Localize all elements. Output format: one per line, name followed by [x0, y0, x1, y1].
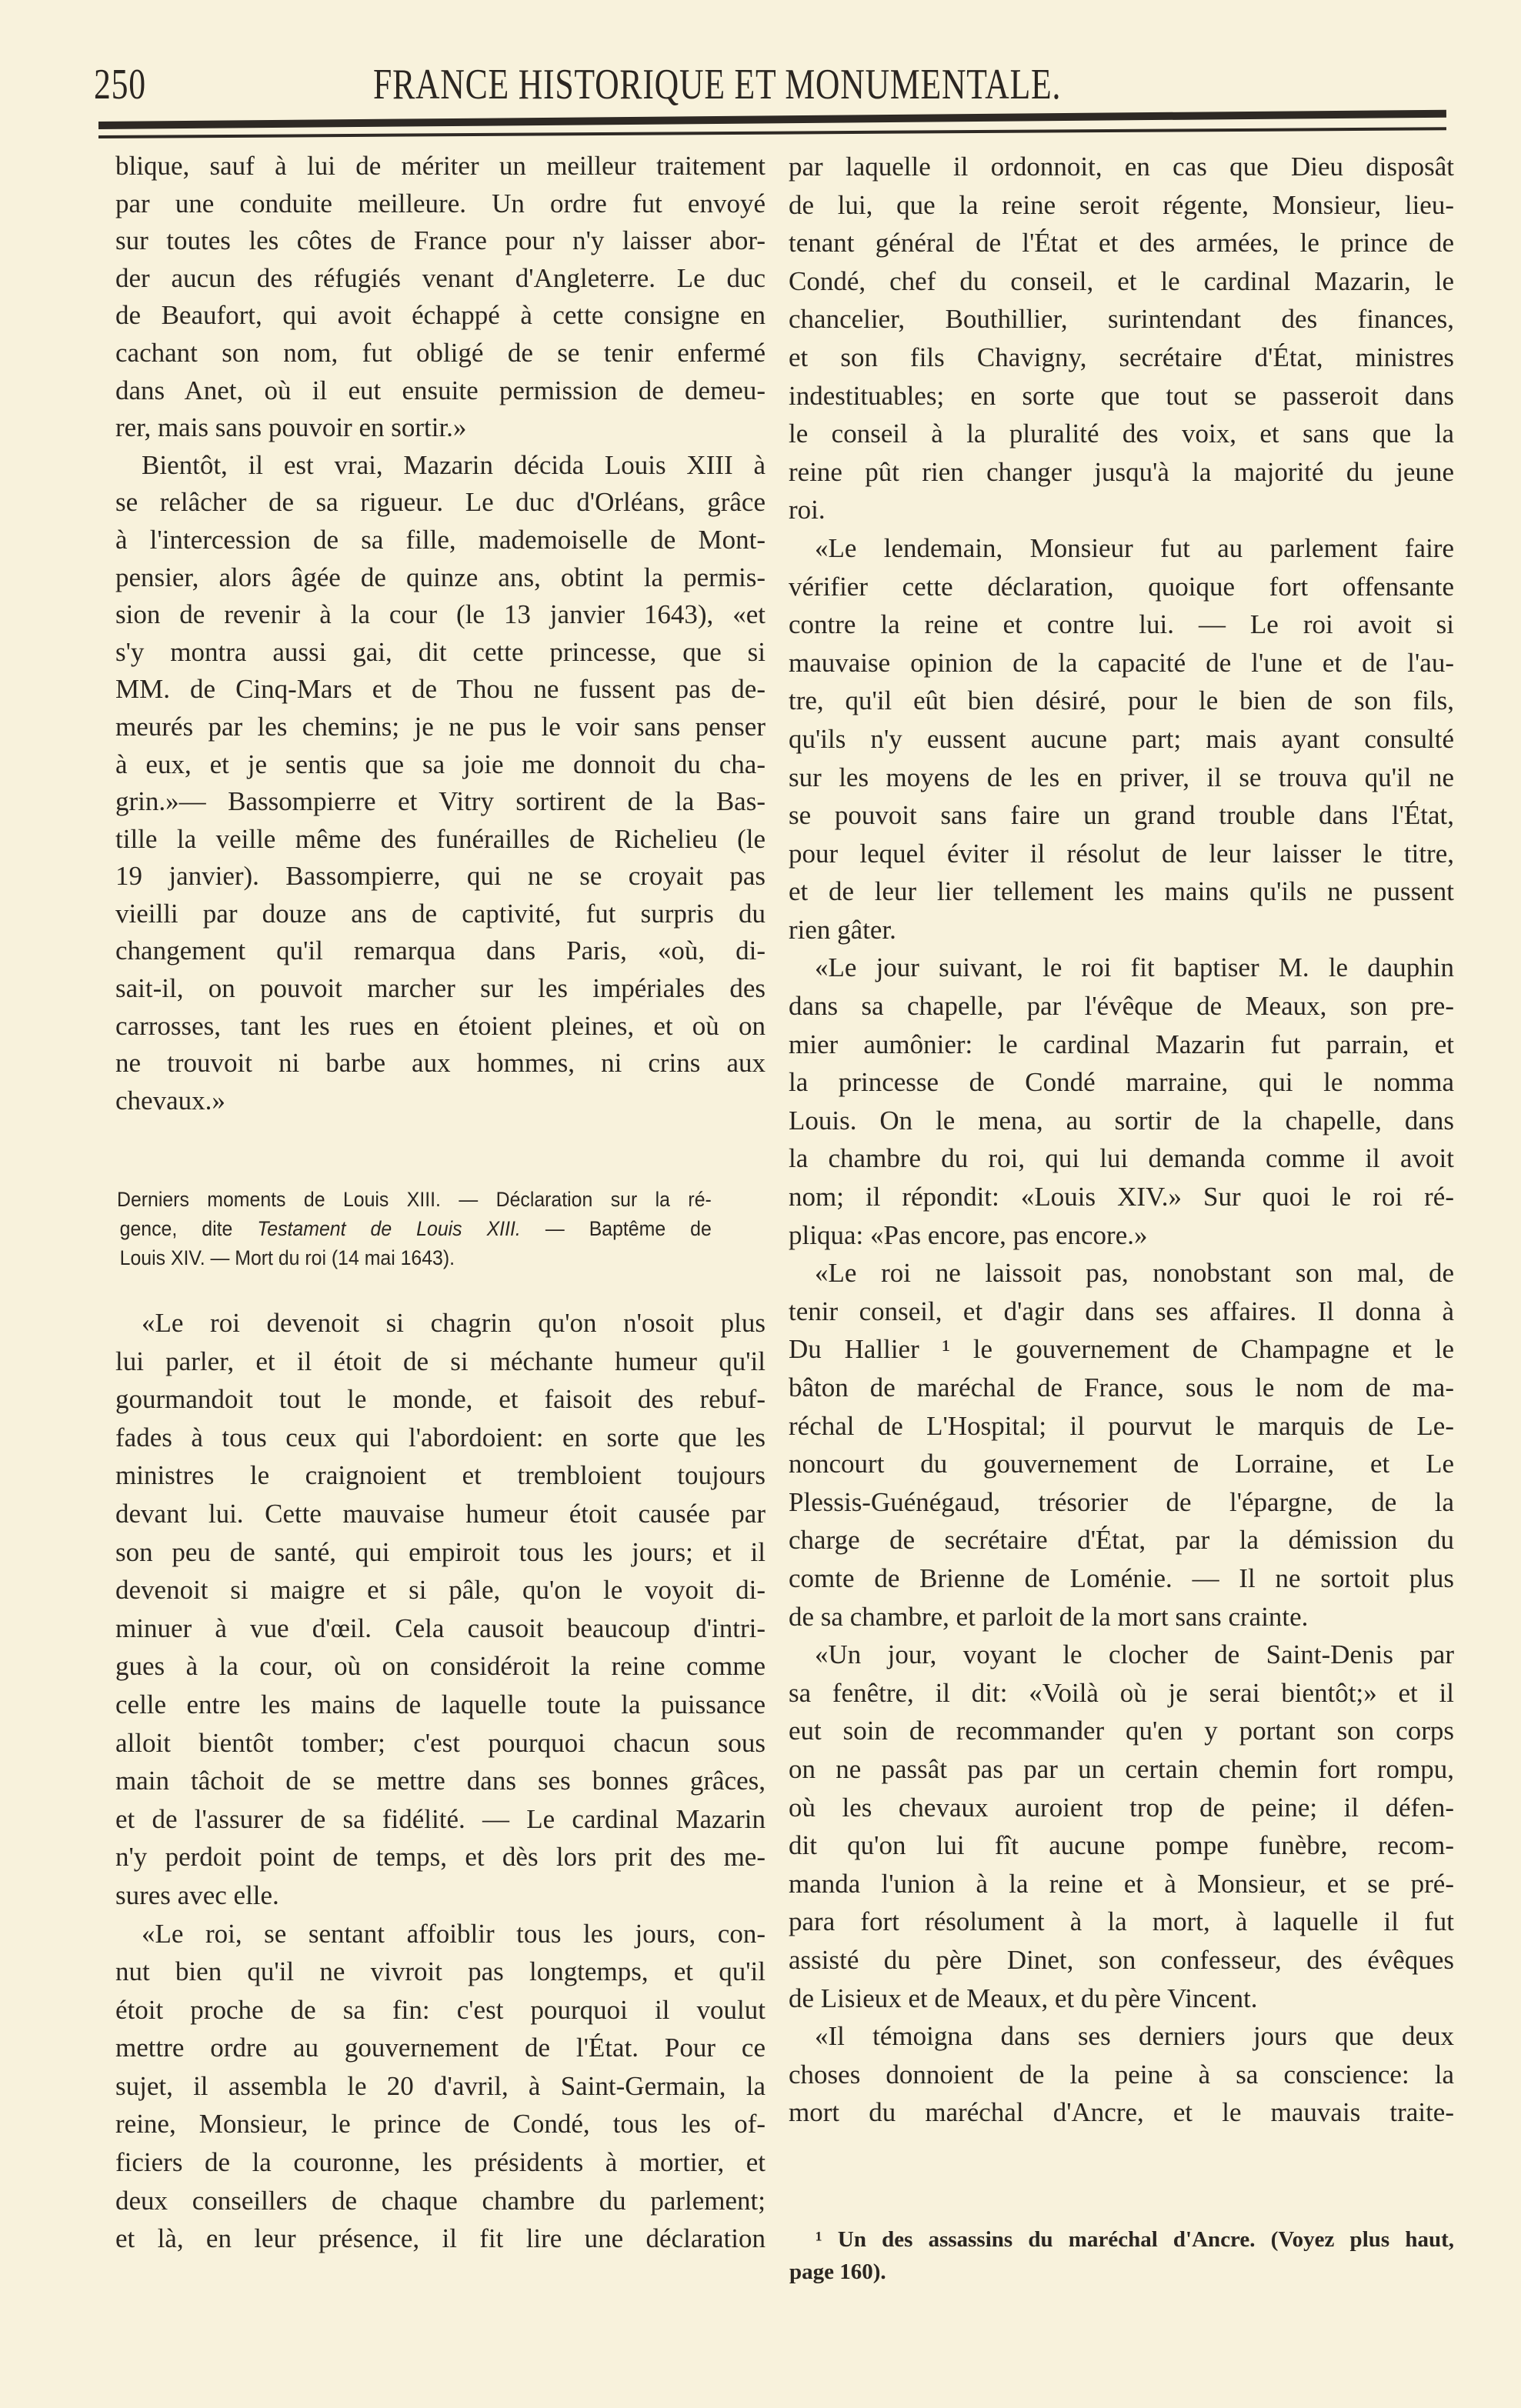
- text-line: sait-il, on pouvoit marcher sur les impériales des: [115, 973, 766, 1004]
- text-line: et de leur lier tellement les mains qu'ils ne pussent: [789, 876, 1454, 907]
- footnote: [789, 2223, 1454, 2288]
- text-line: chevaux.»: [115, 1085, 225, 1116]
- text-line: son peu de santé, qui empiroit tous les jours; et il: [115, 1536, 766, 1567]
- text-line: gues à la cour, où on considéroit la reine comme: [115, 1651, 766, 1682]
- text-line: assisté du père Dinet, son confesseur, des évêques: [789, 1944, 1454, 1975]
- left-column-bottom: [115, 1304, 766, 2258]
- text-line: sujet, il assembla le 20 d'avril, à Saint-Germain, la: [115, 2070, 766, 2101]
- text-line: noncourt du gouvernement de Lorraine, et Le: [789, 1449, 1454, 1479]
- paragraph: [115, 447, 766, 1120]
- text-line: pour lequel éviter il résolut de leur laisser le titre,: [789, 838, 1454, 869]
- text-line: étoit proche de sa fin: c'est pourquoi il voulut: [115, 1994, 766, 2025]
- text-line: chancelier, Bouthillier, surintendant des finances,: [789, 304, 1454, 335]
- text-line: cachant son nom, fut obligé de se tenir enfermé: [115, 337, 766, 368]
- text-line: de Lisieux et de Meaux, et du père Vincent.: [789, 1983, 1258, 2013]
- text-line: grin.»— Bassompierre et Vitry sortirent de la Bas-: [115, 786, 766, 817]
- text-line: reine pût rien changer jusqu'à la majorité du jeune: [789, 456, 1454, 487]
- text-line: par laquelle il ordonnoit, en cas que Dieu disposât: [789, 152, 1454, 182]
- running-title: FRANCE HISTORIQUE ET MONUMENTALE.: [373, 61, 1062, 108]
- paragraph: [789, 148, 1454, 529]
- text-line: «Le roi devenoit si chagrin qu'on n'osoit plus: [142, 1308, 766, 1338]
- text-line: «Un jour, voyant le clocher de Saint-Denis par: [815, 1639, 1454, 1670]
- text-line: «Le jour suivant, le roi fit baptiser M. le dauphin: [815, 952, 1454, 983]
- text-line: tenir conseil, et d'agir dans ses affaires. Il donna à: [789, 1296, 1454, 1326]
- text-line: pliqua: «Pas encore, pas encore.»: [789, 1219, 1148, 1250]
- text-line: blique, sauf à lui de mériter un meilleur traitement: [115, 151, 766, 181]
- text-line: roi.: [789, 495, 826, 525]
- text-line: devant lui. Cette mauvaise humeur étoit causée par: [115, 1498, 766, 1529]
- section-summary-caption: [117, 1185, 712, 1272]
- left-column-top: [115, 148, 766, 1119]
- text-line: 19 janvier). Bassompierre, qui ne se croyait pas: [115, 861, 766, 892]
- text-line: vieilli par douze ans de captivité, fut surpris du: [115, 898, 766, 929]
- text-line: eut soin de recommander qu'en y portant son corps: [789, 1716, 1454, 1746]
- text-line: pensier, alors âgée de quinze ans, obtint la permis-: [115, 562, 766, 592]
- text-line: ne trouvoit ni barbe aux hommes, ni crins aux: [115, 1048, 766, 1079]
- text-line: sures avec elle.: [115, 1879, 279, 1910]
- text-line: n'y perdoit point de temps, et dès lors prit des me-: [115, 1842, 766, 1873]
- text-line: la princesse de Condé marraine, qui le nomma: [789, 1067, 1454, 1098]
- text-line: nut bien qu'il ne vivroit pas longtemps, et qu'il: [115, 1956, 766, 1987]
- text-line: comte de Brienne de Loménie. — Il ne sortoit plus: [789, 1563, 1454, 1593]
- text-line: alloit bientôt tomber; c'est pourquoi chacun sous: [115, 1727, 766, 1758]
- text-line: choses donnoient de la peine à sa conscience: la: [789, 2059, 1454, 2089]
- text-line: Du Hallier ¹ le gouvernement de Champagne et le: [789, 1334, 1454, 1365]
- text-line: minuer à vue d'œil. Cela causoit beaucoup d'intri-: [115, 1613, 766, 1643]
- text-line: «Le roi, se sentant affoiblir tous les jours, con-: [142, 1918, 766, 1949]
- text-line: rien gâter.: [789, 914, 896, 945]
- text-line: meurés par les chemins; je ne pus le voir sans penser: [115, 711, 766, 742]
- text-line: devenoit si maigre et si pâle, qu'on le voyoit di-: [115, 1575, 766, 1606]
- text-line: ministres le craignoient et trembloient toujours: [115, 1460, 766, 1491]
- text-line: nom; il répondit: «Louis XIV.» Sur quoi le roi ré-: [789, 1182, 1454, 1212]
- paragraph: [789, 1254, 1454, 1636]
- text-line: gourmandoit tout le monde, et faisoit des rebuf-: [115, 1384, 766, 1415]
- text-line: à eux, et je sentis que sa joie me donnoit du cha-: [115, 749, 766, 779]
- text-line: sur les moyens de les en priver, il se trouva qu'il ne: [789, 762, 1454, 792]
- text-line: reine, Monsieur, le prince de Condé, tous les of-: [115, 2109, 766, 2140]
- text-line: et de l'assurer de sa fidélité. — Le cardinal Mazarin: [115, 1803, 766, 1834]
- text-line: et là, en leur présence, il fit lire une déclaration: [115, 2223, 766, 2254]
- paragraph: [115, 1915, 766, 2258]
- footnote-line: ¹ Un des assassins du maréchal d'Ancre. (Voyez plus haut,: [816, 2227, 1454, 2252]
- text-line: où les chevaux auroient trop de peine; il défen-: [789, 1792, 1454, 1823]
- text-line: dit qu'on lui fît aucune pompe funèbre, recom-: [789, 1830, 1454, 1861]
- text-line: s'y montra aussi gai, dit cette princesse, que si: [115, 636, 766, 667]
- text-line: Plessis-Guénégaud, trésorier de l'épargne, de la: [789, 1486, 1454, 1517]
- text-line: ficiers de la couronne, les présidents à mortier, et: [115, 2147, 766, 2178]
- header-rule-thick: [98, 110, 1446, 129]
- text-line: de Beaufort, qui avoit échappé à cette consigne en: [115, 300, 766, 331]
- right-column: [789, 148, 1454, 2132]
- text-line: main tâchoit de se mettre dans ses bonnes grâces,: [115, 1766, 766, 1796]
- text-line: Louis. On le mena, au sortir de la chapelle, dans: [789, 1105, 1454, 1136]
- text-line: se relâcher de sa rigueur. Le duc d'Orléans, grâce: [115, 487, 766, 518]
- caption-text: gence, dite: [119, 1217, 258, 1240]
- text-line: Condé, chef du conseil, et le cardinal Mazarin, le: [789, 265, 1454, 296]
- text-line: à l'intercession de sa fille, mademoiselle de Mont-: [115, 524, 766, 555]
- page-number: 250: [94, 61, 146, 108]
- text-line: «Le roi ne laissoit pas, nonobstant son mal, de: [815, 1258, 1454, 1289]
- text-line: lui parler, et il étoit de si méchante humeur qu'il: [115, 1346, 766, 1376]
- text-line: Bientôt, il est vrai, Mazarin décida Louis XIII à: [142, 449, 766, 480]
- text-line: tenant général de l'État et des armées, le prince de: [789, 228, 1454, 258]
- text-line: manda l'union à la reine et à Monsieur, et se pré-: [789, 1868, 1454, 1899]
- paragraph: [115, 1304, 766, 1915]
- text-line: mier aumônier: le cardinal Mazarin fut parrain, et: [789, 1029, 1454, 1059]
- text-line: contre la reine et contre lui. — Le roi avoit si: [789, 609, 1454, 640]
- text-line: indestituables; en sorte que tout se passeroit dans: [789, 380, 1454, 411]
- text-line: «Il témoigna dans ses derniers jours que deux: [815, 2021, 1454, 2052]
- text-line: rer, mais sans pouvoir en sortir.»: [115, 412, 467, 443]
- caption-line: Louis XIV. — Mort du roi (14 mai 1643).: [119, 1246, 455, 1269]
- text-line: bâton de maréchal de France, sous le nom de ma-: [789, 1372, 1454, 1402]
- header-rule-thin: [98, 127, 1446, 138]
- text-line: tre, qu'il eût bien désiré, pour le bien de son fils,: [789, 685, 1454, 716]
- text-line: sa fenêtre, il dit: «Voilà où je serai bientôt;» et il: [789, 1677, 1454, 1708]
- caption-line: [117, 1214, 712, 1243]
- caption-line: Derniers moments de Louis XIII. — Déclaration sur la ré-: [117, 1188, 712, 1211]
- text-line: sion de revenir à la cour (le 13 janvier 1643), «et: [115, 599, 766, 630]
- text-line: de sa chambre, et parloit de la mort sans crainte.: [789, 1601, 1309, 1632]
- text-line: charge de secrétaire d'État, par la démission du: [789, 1525, 1454, 1556]
- text-line: para fort résolument à la mort, à laquelle il fut: [789, 1906, 1454, 1937]
- text-line: dans Anet, où il eut ensuite permission de demeu-: [115, 375, 766, 405]
- text-line: dans sa chapelle, par l'évêque de Meaux, son pre-: [789, 991, 1454, 1022]
- paragraph: [789, 949, 1454, 1254]
- text-line: celle entre les mains de laquelle toute la puissance: [115, 1689, 766, 1719]
- text-line: deux conseillers de chaque chambre du parlement;: [115, 2185, 766, 2216]
- paragraph: [789, 1636, 1454, 2017]
- paragraph: [115, 148, 766, 447]
- text-line: mettre ordre au gouvernement de l'État. Pour ce: [115, 2033, 766, 2063]
- text-line: mort du maréchal d'Ancre, et le mauvais traite-: [789, 2097, 1454, 2128]
- text-line: carrosses, tant les rues en étoient pleines, et où on: [115, 1010, 766, 1041]
- text-line: la chambre du roi, qui lui demanda comme il avoit: [789, 1143, 1454, 1174]
- text-line: «Le lendemain, Monsieur fut au parlement faire: [815, 532, 1454, 563]
- text-line: de lui, que la reine seroit régente, Monsieur, lieu-: [789, 189, 1454, 220]
- text-line: par une conduite meilleure. Un ordre fut envoyé: [115, 188, 766, 218]
- text-line: fades à tous ceux qui l'abordoient: en sorte que les: [115, 1422, 766, 1452]
- paragraph: [789, 529, 1454, 949]
- text-line: se pouvoit sans faire un grand trouble dans l'État,: [789, 800, 1454, 831]
- text-line: changement qu'il remarqua dans Paris, «où, di-: [115, 936, 766, 966]
- caption-text: — Baptême de: [520, 1217, 712, 1240]
- text-line: on ne passât pas par un certain chemin fort rompu,: [789, 1753, 1454, 1784]
- text-line: der aucun des réfugiés venant d'Angleterre. Le duc: [115, 262, 766, 293]
- text-line: le conseil à la pluralité des voix, et sans que la: [789, 419, 1454, 449]
- text-line: mauvaise opinion de la capacité de l'une et de l'au-: [789, 647, 1454, 678]
- text-line: sur toutes les côtes de France pour n'y laisser abor-: [115, 225, 766, 256]
- footnote-line: page 160).: [789, 2260, 886, 2284]
- text-line: tille la veille même des funérailles de Richelieu (le: [115, 823, 766, 854]
- text-line: vérifier cette déclaration, quoique fort offensante: [789, 571, 1454, 602]
- text-line: MM. de Cinq-Mars et de Thou ne fussent pas de-: [115, 674, 766, 705]
- caption-italic-title: Testament de Louis XIII.: [257, 1217, 521, 1240]
- text-line: et son fils Chavigny, secrétaire d'État, ministres: [789, 342, 1454, 372]
- text-line: réchal de L'Hospital; il pourvut le marquis de Le-: [789, 1410, 1454, 1441]
- text-line: qu'ils n'y eussent aucune part; mais ayant consulté: [789, 723, 1454, 754]
- paragraph: [789, 2017, 1454, 2132]
